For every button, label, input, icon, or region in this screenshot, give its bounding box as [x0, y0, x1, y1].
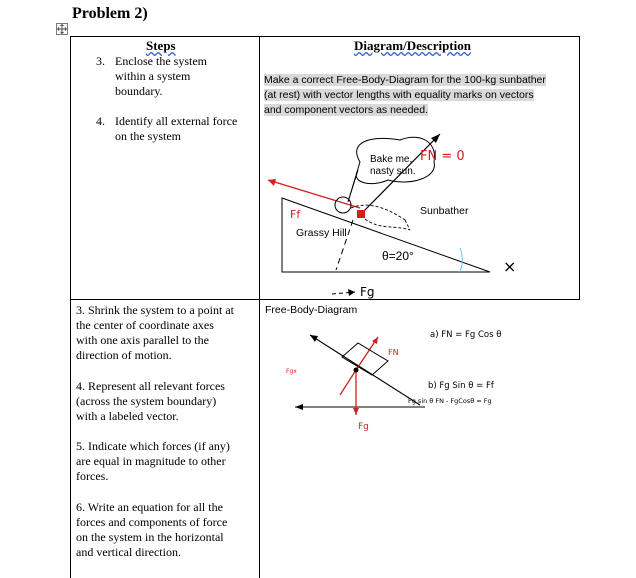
- fbd-fg-label: Fg: [358, 422, 369, 432]
- bubble-text-1: Bake me,: [370, 154, 413, 165]
- hill-label: Grassy Hill: [296, 227, 347, 239]
- fn-zero-label: FN = 0: [420, 149, 465, 164]
- sunbather-red-point: [357, 210, 365, 218]
- step-represent: 4. Represent all relevant forces (across the system boundary) with a labeled vector.: [76, 379, 225, 423]
- page-title: Problem 2): [72, 5, 148, 22]
- eq-c: Fg sin θ FN - FgCosθ = Fg: [408, 397, 492, 405]
- sunbather-label: Sunbather: [420, 205, 469, 217]
- fbd-label: Free-Body-Diagram: [265, 304, 358, 316]
- incline-diagram: [260, 120, 578, 300]
- step-equal-forces: 5. Indicate which forces (if any) are equal in magnitude to other forces.: [76, 439, 230, 483]
- move-icon: [57, 24, 67, 34]
- step-shrink: 3. Shrink the system to a point at the center of coordinate axes with one axis parallel to the direction of motion.: [76, 303, 234, 362]
- angle-label: θ=20°: [382, 249, 414, 263]
- diagram-description: Make a correct Free-Body-Diagram for the 100-kg sunbather (at rest) with vector lengths with equality marks on vectors and component vectors as needed.: [264, 74, 546, 116]
- eq-b: b) Fg Sin θ = Ff: [428, 381, 494, 391]
- friction-label: Ff: [290, 208, 301, 221]
- step-enclose: 3. Enclose the system within a system boundary.: [96, 54, 207, 98]
- fbd-fn-label: FN: [388, 348, 399, 357]
- header-diagram: Diagram/Description: [354, 38, 471, 53]
- fg-label: Fg: [360, 285, 375, 299]
- free-body-diagram: [260, 315, 578, 445]
- table-move-handle[interactable]: [56, 23, 68, 35]
- step-identify: 4. Identify all external force on the system: [96, 114, 238, 143]
- x-mark: ×: [503, 257, 517, 276]
- header-steps: Steps: [146, 38, 176, 53]
- fbd-fgx-label: Fgx: [286, 368, 297, 375]
- eq-a: a) FN = Fg Cos θ: [430, 330, 502, 340]
- bubble-text-2: nasty sun.: [370, 166, 416, 177]
- step-equations: 6. Write an equation for all the forces and components of force on the system in the horizontal and vertical direction.: [76, 500, 228, 559]
